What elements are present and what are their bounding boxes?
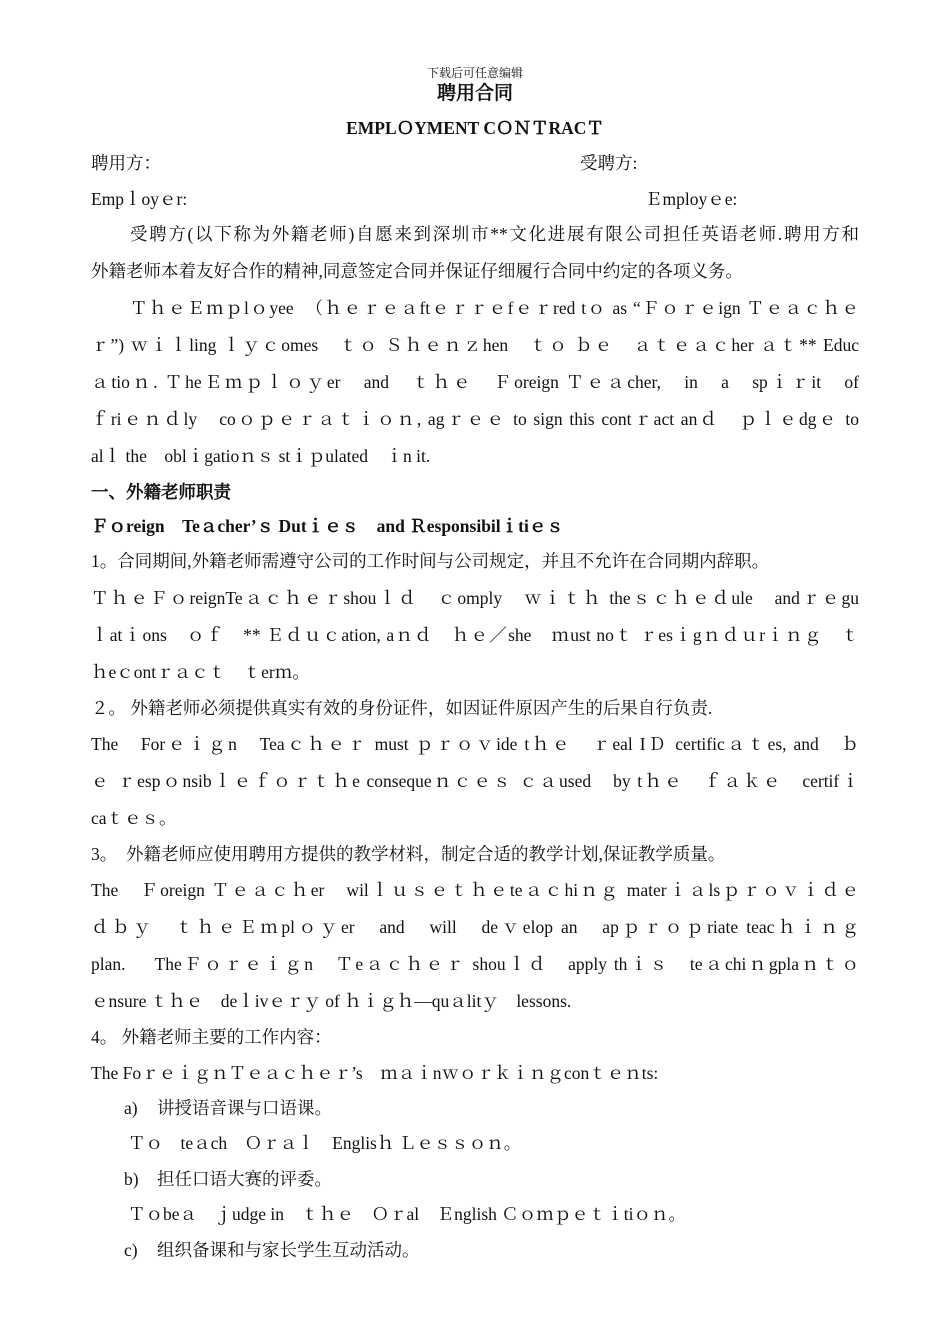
intro-en-line-2: ｒ”) ｗｉｌling ｌｙｃomes ｔｏ Ｓｈｅｎｚhen ｔｏ ｂｅ ａｔｅａｃher ａｔ** Educ: [91, 335, 859, 355]
subitem-a-en: Ｔｏ teａch Ｏｒａｌ Englisｈ Ｌｅｓｓｏｎ。: [128, 1133, 522, 1153]
subitem-b-en: Ｔｏbeａ ｊudge in ｔｈｅ Ｏｒal Ｅnglish Ｃｏｍｐｅｔｉtiｏｎ。: [128, 1204, 687, 1224]
item2-en-line-3: caｔｅｓ。: [91, 808, 177, 828]
section1-heading-en: Ｆｏreign Teａcher’ｓ Dutｉｅｓ and Ｒesponsibilｉtiｅｓ: [91, 516, 564, 536]
employee-label-en: Ｅmployｅe:: [645, 189, 738, 209]
item3-en-line-4: ｅnsure ｔｈｅ deｌivｅｒｙ of ｈｉｇｈ—quａlitｙ lessons.: [91, 991, 572, 1011]
section1-heading-cn: 一、外籍老师职责: [91, 482, 231, 502]
employee-label-cn: 受聘方:: [580, 153, 638, 173]
intro-en-line-3: ａtioｎ. ＴheＥｍｐｌｏｙer and ｔｈｅ Ｆoreign Ｔｅａcher, in a spｉｒit of: [91, 372, 859, 392]
title-english: EMPLＯYMENT CＯＮＴRACＴ: [346, 118, 604, 138]
item2-en-line-1: The Forｅｉｇn Teaｃｈｅｒ must ｐｒｏｖide tｈｅ ｒeal IＤ certificａｔes, and ｂ: [91, 734, 859, 754]
item3-en-line-2: ｄｂｙ ｔｈｅＥｍplｏｙer and will deｖelop an apｐｒｏｐriate teacｈｉｎｇ: [91, 917, 859, 937]
header-note: 下载后可任意编辑: [426, 66, 523, 80]
employer-label-en: Empｌoyｅr:: [91, 189, 188, 209]
intro-cn-line-1: 受聘方(以下称为外籍老师)自愿来到深圳市**文化进展有限公司担任英语老师.聘用方和: [130, 224, 859, 244]
employer-label-cn: 聘用方：: [91, 153, 161, 173]
subitem-a-cn: 讲授语音课与口语课。: [157, 1098, 332, 1118]
item2-en-line-2: ｅ ｒespｏnsibｌｅｆｏｒｔｈe consequeｎｃｅｓ ｃａused by tｈｅ ｆａｋｅ certifｉ: [91, 771, 859, 791]
subitem-c-cn: 组织备课和与家长学生互动活动。: [157, 1240, 420, 1260]
intro-en-line-1: ＴｈｅＥｍｐlｏyee （ｈｅｒｅａftｅｒｒｅfｅｒred tｏ as “Ｆｏｒｅign Ｔｅａｃｈｅ: [130, 298, 859, 318]
item3-en-line-1: The Ｆoreign Ｔｅａｃｈer wilｌｕｓｅｔｈｅteａｃhiｎｇ materｉａlsｐｒｏｖｉｄｅ: [91, 880, 859, 900]
item1-en-line-3: ｈeｃontｒａｃｔ ｔerｍ。: [91, 662, 310, 682]
item1-cn: 1。合同期间,外籍老师需遵守公司的工作时间与公司规定，并且不允许在合同期内辞职。: [91, 551, 770, 571]
subitem-a-label: a): [124, 1098, 138, 1118]
item4-cn: 4。 外籍老师主要的工作内容：: [91, 1027, 332, 1047]
intro-en-line-5: alｌ the oblｉgatioｎｓ stｉｐulated ｉn it.: [91, 446, 431, 466]
item3-en-line-3: plan. TheＦｏｒｅｉｇn Ｔeａｃｈｅｒ shouｌｄ apply thｉｓ teａchiｎgplaｎｔｏ: [91, 954, 859, 974]
subitem-b-label: b): [124, 1169, 139, 1189]
item1-en-line-2: ｌatｉons ｏｆ ** Ｅｄｕｃation, aｎｄ ｈｅ／she ｍust noｔ ｒesｉgｎｄｕrｉｎｇ ｔ: [91, 625, 859, 645]
subitem-b-cn: 担任口语大赛的评委。: [157, 1169, 332, 1189]
item1-en-line-1: ＴｈｅＦｏreignTeａｃｈｅｒshouｌｄ ｃomply ｗｉｔｈ theｓｃｈｅｄule andｒｅgu: [91, 588, 859, 608]
intro-en-line-4: ｆriｅｎｄly coｏｐｅｒａｔｉｏｎ, agｒｅｅ to sign this contｒact anｄ ｐｌｅdgｅ to: [91, 409, 859, 429]
intro-cn-line-2: 外籍老师本着友好合作的精神,同意签定合同并保证仔细履行合同中约定的各项义务。: [91, 261, 743, 281]
item3-cn: 3。 外籍老师应使用聘用方提供的教学材料，制定合适的教学计划,保证教学质量。: [91, 844, 726, 864]
subitem-c-label: c): [124, 1240, 138, 1260]
item4-en: The FoｒｅｉｇｎＴｅａｃｈｅｒ’s ｍａｉnｗｏｒｋｉｎｇconｔｅｎts:: [91, 1063, 659, 1083]
title-chinese: 聘用合同: [436, 83, 513, 104]
item2-cn: ２。 外籍老师必须提供真实有效的身份证件，如因证件原因产生的后果自行负责.: [91, 698, 713, 718]
